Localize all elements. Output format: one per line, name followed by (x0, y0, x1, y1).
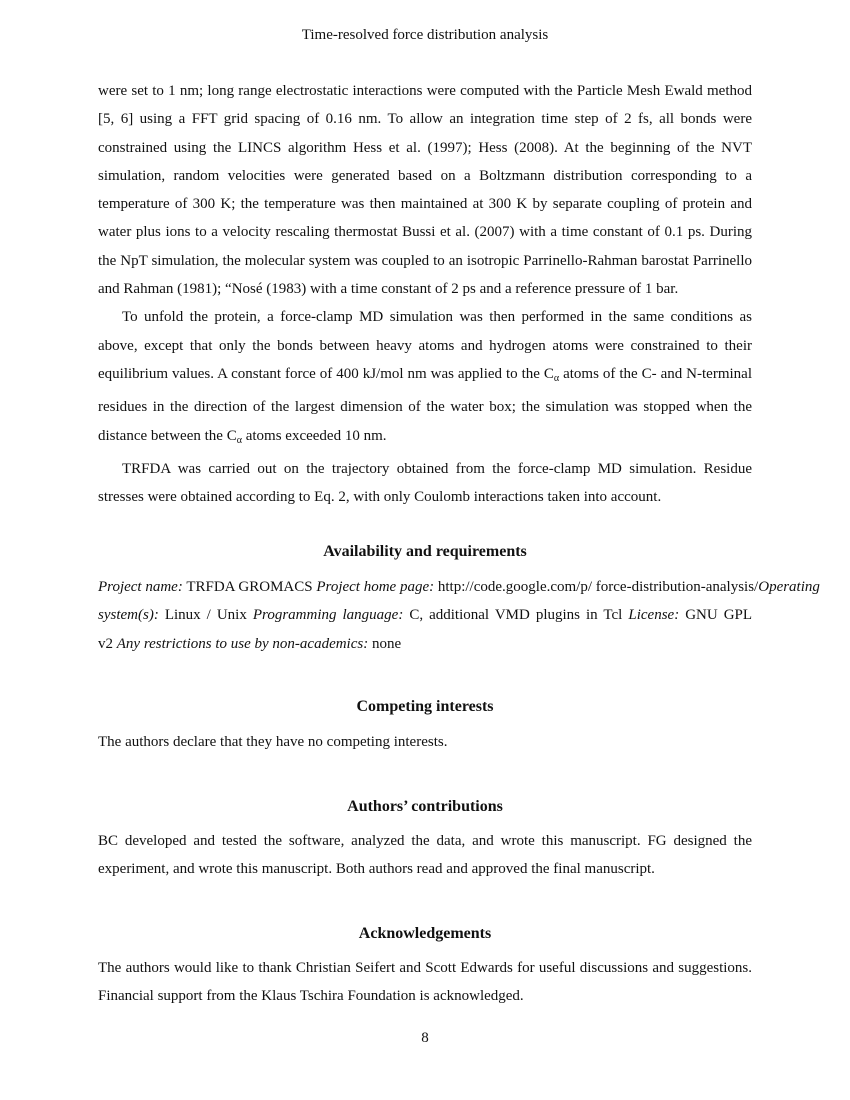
alpha-subscript: α (553, 372, 560, 384)
acknowledgements-text: The authors would like to thank Christian Seifert and Scott Edwards for useful discussions and suggestions. Financial support from the Klaus Tschira Foundation is acknowledged. (98, 960, 752, 1005)
methods-text (98, 77, 752, 511)
acknowledgements-heading: Acknowledgements (358, 925, 492, 942)
page-number: 8 (421, 1030, 429, 1046)
methods-paragraph-1: were set to 1 nm; long range electrostatic interactions were computed with the Particle Mesh Ewald method [5, 6] using a FFT grid spacing of 0.16 nm. To allow an integration time step of 2 fs, all bonds were constrained using the LINCS algorithm Hess et al. (1997); Hess (2008). At the beginning of the NVT simulation, random velocities were generated based on a Boltzmann distribution corresponding to a temperature of 300 K; the temperature was then maintained at 300 K by separate coupling of protein and water plus ions to a velocity rescaling thermostat Bussi et al. (2007) with a time constant of 0.1 ps. During the NpT simulation, the molecular system was coupled to an isotropic Parrinello-Rahman barostat Parrinello and Rahman (1981); “Nosé (1983) with a time constant of 2 ps and a reference pressure of 1 bar. (98, 83, 752, 298)
competing-interests-heading: Competing interests (356, 698, 494, 715)
availability-heading: Availability and requirements (323, 543, 527, 560)
competing-interests-text: The authors declare that they have no competing interests. (98, 734, 448, 750)
authors-contributions-text: BC developed and tested the software, analyzed the data, and wrote this manuscript. FG designed the experiment, and wrote this manuscript. Both authors read and approved the final manuscript. (98, 833, 752, 878)
home-page-url: http://code.google.com/p/ force-distribution-analysis/ (437, 579, 759, 595)
running-head: Time-resolved force distribution analysis (301, 27, 549, 43)
methods-paragraph-2: To unfold the protein, a force-clamp MD simulation was then performed in the same conditions as above, except that only the bonds between heavy atoms and hydrogen atoms were constrained to their equilibrium values. A constant force of 400 kJ/mol nm was applied to the $C_\alpha$ atoms of the C- and N-terminal residues in the direction of the largest dimension of the water box; the simulation was stopped when the distance between the $C_\alpha$ atoms exceeded 10 nm. (98, 309, 752, 446)
alpha-subscript: α (236, 434, 242, 446)
authors-contributions-heading: Authors’ contributions (347, 798, 503, 815)
availability-text: Project name: TRFDA GROMACS Project home page: http://code.google.com/p/ force-distribution-analysis/Operating system(s): Linux / Unix Programming language: C, additional VMD plugins in Tcl License: GNU GPL v2 Any restrictions to use by non-academics: none (98, 579, 820, 652)
methods-paragraph-3: TRFDA was carried out on the trajectory obtained from the force-clamp MD simulation. Residue stresses were obtained according to Eq. 2, with only Coulomb interactions taken into account. (98, 460, 752, 506)
